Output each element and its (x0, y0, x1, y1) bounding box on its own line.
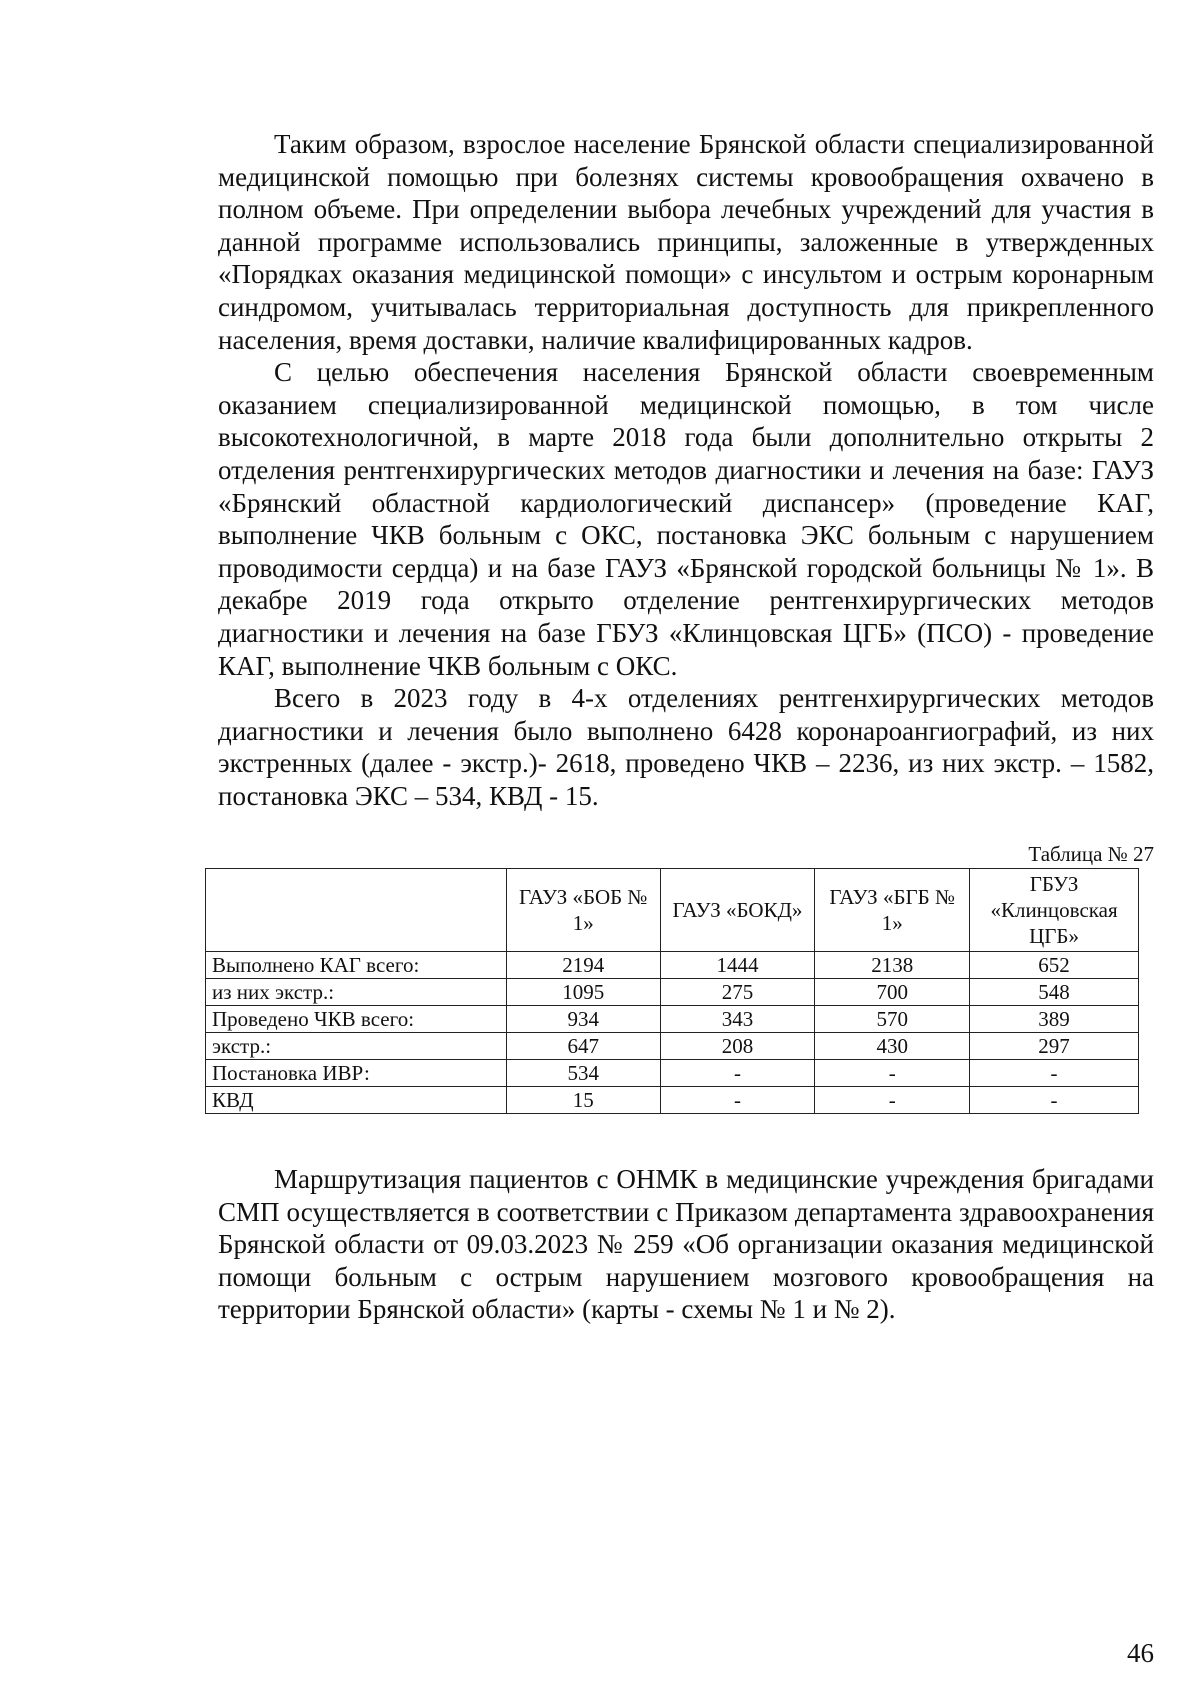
table-cell: 652 (970, 952, 1139, 979)
row-label: Постановка ИВР: (206, 1060, 507, 1087)
table-cell: 297 (970, 1033, 1139, 1060)
table-row (206, 1033, 1139, 1060)
table-cell: - (970, 1087, 1139, 1114)
table-row (206, 1060, 1139, 1087)
table-caption: Таблица № 27 (1028, 842, 1154, 866)
table-cell: 208 (660, 1033, 815, 1060)
table-cell: 2138 (815, 952, 970, 979)
table-cell: 389 (970, 1006, 1139, 1033)
table-cell: 430 (815, 1033, 970, 1060)
table-header-klintsy: ГБУЗ «Клинцовская ЦГБ» (970, 869, 1139, 952)
table-header-row (206, 869, 1139, 952)
row-label: экстр.: (206, 1033, 507, 1060)
body-text-top (218, 128, 1154, 812)
row-label: из них экстр.: (206, 979, 507, 1006)
table-cell: - (970, 1060, 1139, 1087)
table-cell: - (815, 1060, 970, 1087)
table-row (206, 979, 1139, 1006)
table-cell: 1444 (660, 952, 815, 979)
table-cell: 15 (506, 1087, 660, 1114)
paragraph-totals-2023: Всего в 2023 году в 4-х отделениях рентгенхирургических методов диагностики и лечения было выполнено 6428 коронароангиографий, из них экстренных (далее - экстр.)- 2618, проведено ЧКВ – 2236, из них экстр. – 1582, постановка ЭКС – 534, КВД - 15. (218, 683, 1154, 811)
paragraph-departments: С целью обеспечения населения Брянской области своевременным оказанием специализированной медицинской помощью, в том числе высокотехнологичной, в марте 2018 года были дополнительно открыты 2 отделения рентгенхирургических методов диагностики и лечения на базе: ГАУЗ «Брянский областной кардиологический диспансер» (проведение КАГ, выполнение ЧКВ больным с ОКС, постановка ЭКС больным с нарушением проводимости сердца) и на базе ГАУЗ «Брянской городской больницы № 1». В декабре 2019 года открыто отделение рентгенхирургических методов диагностики и лечения на базе ГБУЗ «Клинцовская ЦГБ» (ПСО) - проведение КАГ, выполнение ЧКВ больным с ОКС. (218, 357, 1154, 681)
page-number: 46 (1127, 1638, 1154, 1668)
table-header-bokd: ГАУЗ «БОКД» (660, 869, 815, 952)
paragraph-coverage: Таким образом, взрослое население Брянской области специализированной медицинской помощью при болезнях системы кровообращения охвачено в полном объеме. При определении выбора лечебных учреждений для участия в данной программе использовались принципы, заложенные в утвержденных «Порядках оказания медицинской помощи» с инсультом и острым коронарным синдромом, учитывалась территориальная доступность для прикрепленного населения, время доставки, наличие квалифицированных кадров. (218, 129, 1154, 355)
table-header-bgb1: ГАУЗ «БГБ № 1» (815, 869, 970, 952)
table-cell: 548 (970, 979, 1139, 1006)
table-cell: 275 (660, 979, 815, 1006)
table-cell: 2194 (506, 952, 660, 979)
table-cell: 1095 (506, 979, 660, 1006)
row-label: КВД (206, 1087, 507, 1114)
paragraph-routing: Маршрутизация пациентов с ОНМК в медицинские учреждения бригадами СМП осуществляется в соответствии с Приказом департамента здравоохранения Брянской области от 09.03.2023 № 259 «Об организации оказания медицинской помощи больным с острым нарушением мозгового кровообращения на территории Брянской области» (карты - схемы № 1 и № 2). (218, 1164, 1154, 1325)
table-cell: - (660, 1060, 815, 1087)
procedures-table (205, 868, 1139, 1114)
table-header-empty (206, 869, 507, 952)
table-cell: 570 (815, 1006, 970, 1033)
table-cell: - (815, 1087, 970, 1114)
table-cell: 934 (506, 1006, 660, 1033)
table-row (206, 1006, 1139, 1033)
table-cell: - (660, 1087, 815, 1114)
table-header-bob1: ГАУЗ «БОБ № 1» (506, 869, 660, 952)
table-cell: 647 (506, 1033, 660, 1060)
table-row (206, 952, 1139, 979)
body-text-bottom (218, 1163, 1154, 1326)
table-cell: 534 (506, 1060, 660, 1087)
table-cell: 700 (815, 979, 970, 1006)
row-label: Выполнено КАГ всего: (206, 952, 507, 979)
table-row (206, 1087, 1139, 1114)
row-label: Проведено ЧКВ всего: (206, 1006, 507, 1033)
table-cell: 343 (660, 1006, 815, 1033)
